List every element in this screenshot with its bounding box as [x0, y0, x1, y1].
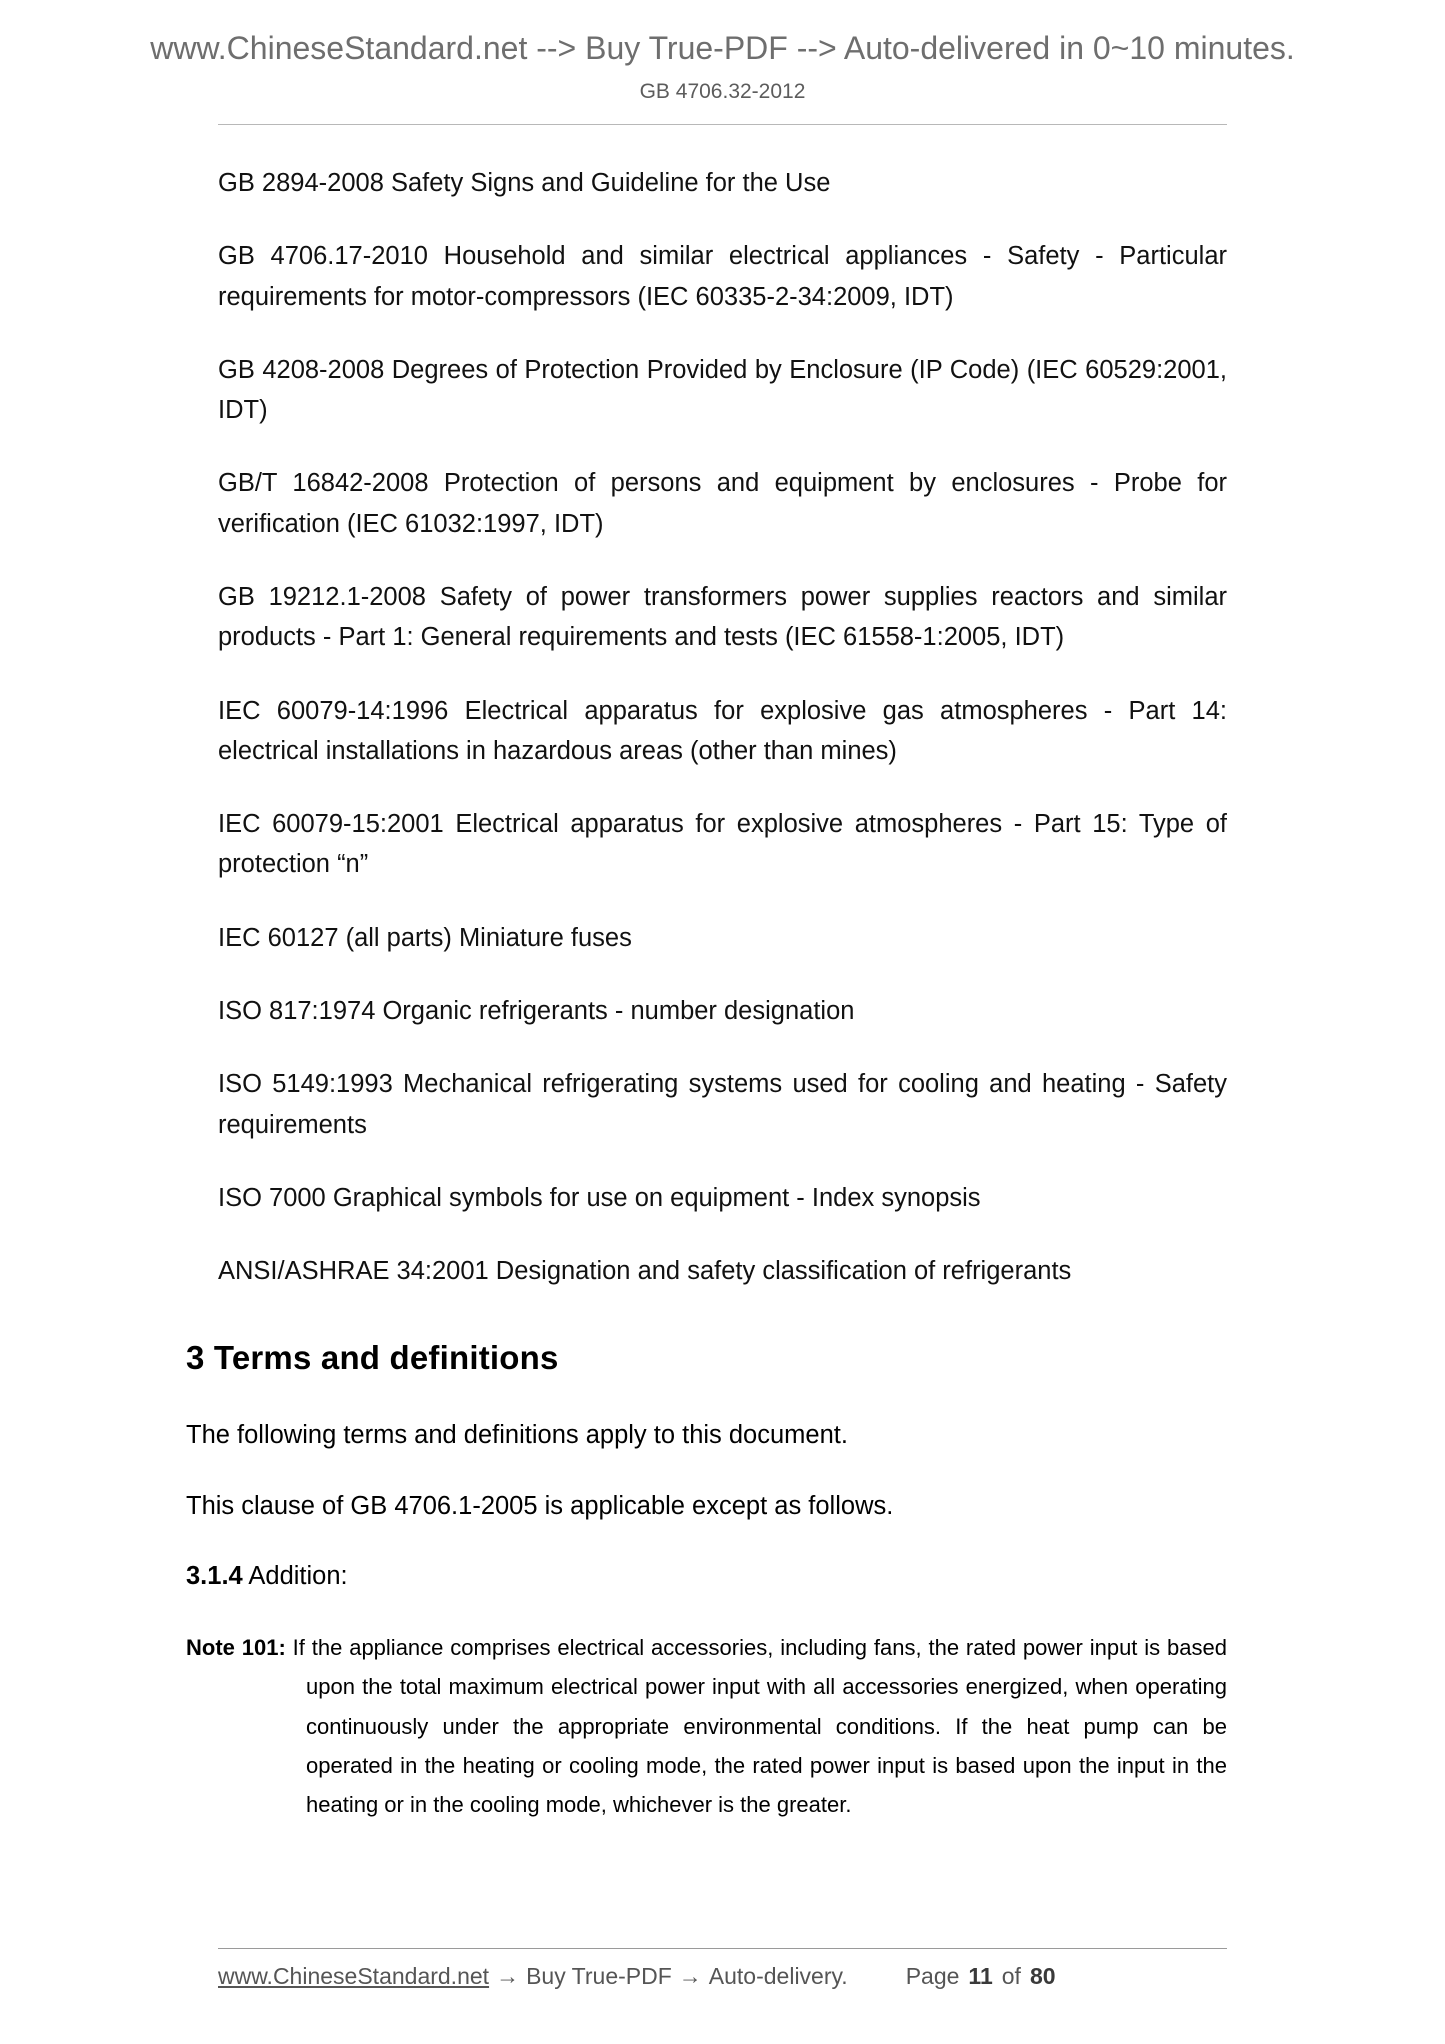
note-block	[186, 1628, 1227, 1824]
header-standard-number: GB 4706.32-2012	[639, 80, 806, 103]
arrow-right-icon: →	[678, 1963, 702, 1989]
reference-item: IEC 60079-14:1996 Electrical apparatus for explosive gas atmospheres - Part 14: electrical installations in hazardous areas (other than mines)	[218, 696, 1227, 765]
page-indicator	[906, 1963, 1056, 1990]
page-number: 11	[968, 1963, 993, 1989]
reference-item: GB/T 16842-2008 Protection of persons and equipment by enclosures - Probe for verification (IEC 61032:1997, IDT)	[218, 469, 1227, 538]
reference-item: ISO 7000 Graphical symbols for use on equipment - Index synopsis	[218, 1183, 981, 1212]
reference-item: GB 4706.17-2010 Household and similar electrical appliances - Safety - Particular requirements for motor-compressors (IEC 60335-2-34:2009, IDT)	[218, 242, 1227, 311]
reference-item: IEC 60079-15:2001 Electrical apparatus for explosive atmospheres - Part 15: Type of protection “n”	[218, 810, 1227, 879]
footer-website-link[interactable]: www.ChineseStandard.net	[218, 1963, 490, 1989]
footer-row	[218, 1963, 1227, 1990]
footer-buy-text: Buy True-PDF	[526, 1963, 672, 1989]
footer-promo	[218, 1963, 848, 1990]
document-body	[186, 125, 1227, 1824]
arrow-right-icon: →	[496, 1963, 520, 1989]
clause-number: 3.1.4	[186, 1561, 243, 1590]
total-pages: 80	[1029, 1963, 1056, 1989]
reference-item: ISO 5149:1993 Mechanical refrigerating systems used for cooling and heating - Safety requirements	[218, 1070, 1227, 1139]
section-paragraph: This clause of GB 4706.1-2005 is applicable except as follows.	[186, 1491, 894, 1520]
reference-item: GB 4208-2008 Degrees of Protection Provided by Enclosure (IP Code) (IEC 60529:2001, IDT)	[218, 355, 1227, 425]
footer-divider	[218, 1948, 1227, 1949]
reference-item: GB 2894-2008 Safety Signs and Guideline for the Use	[218, 169, 831, 197]
clause-text: Addition:	[242, 1561, 348, 1590]
page-header	[0, 0, 1445, 125]
note-text: If the appliance comprises electrical accessories, including fans, the rated power input is based upon the total maximum electrical power input with all accessories energized, when operating continuously under the appropriate environmental conditions. If the heat pump can be operated in the heating or cooling mode, the rated power input is based upon the input in the heating or in the cooling mode, whichever is the greater.	[285, 1635, 1227, 1817]
header-promo-text: www.ChineseStandard.net --> Buy True-PDF --> Auto-delivered in 0~10 minutes.	[150, 30, 1295, 66]
section-paragraph: The following terms and definitions apply to this document.	[186, 1421, 848, 1450]
page-label: Page	[905, 1963, 960, 1989]
section-heading: 3 Terms and definitions	[186, 1339, 559, 1377]
note-label: Note 101:	[186, 1635, 286, 1661]
clause-line	[186, 1556, 1227, 1596]
reference-item: ANSI/ASHRAE 34:2001 Designation and safety classification of refrigerants	[218, 1257, 1072, 1286]
page-footer	[0, 1948, 1445, 1990]
reference-item: ISO 817:1974 Organic refrigerants - number designation	[218, 996, 855, 1025]
reference-item: IEC 60127 (all parts) Miniature fuses	[218, 923, 632, 952]
reference-item: GB 19212.1-2008 Safety of power transformers power supplies reactors and similar products - Part 1: General requirements and tests (IEC 61558-1:2005, IDT)	[218, 582, 1227, 652]
of-label: of	[1001, 1963, 1021, 1989]
footer-delivery-text: Auto-delivery.	[708, 1963, 848, 1989]
